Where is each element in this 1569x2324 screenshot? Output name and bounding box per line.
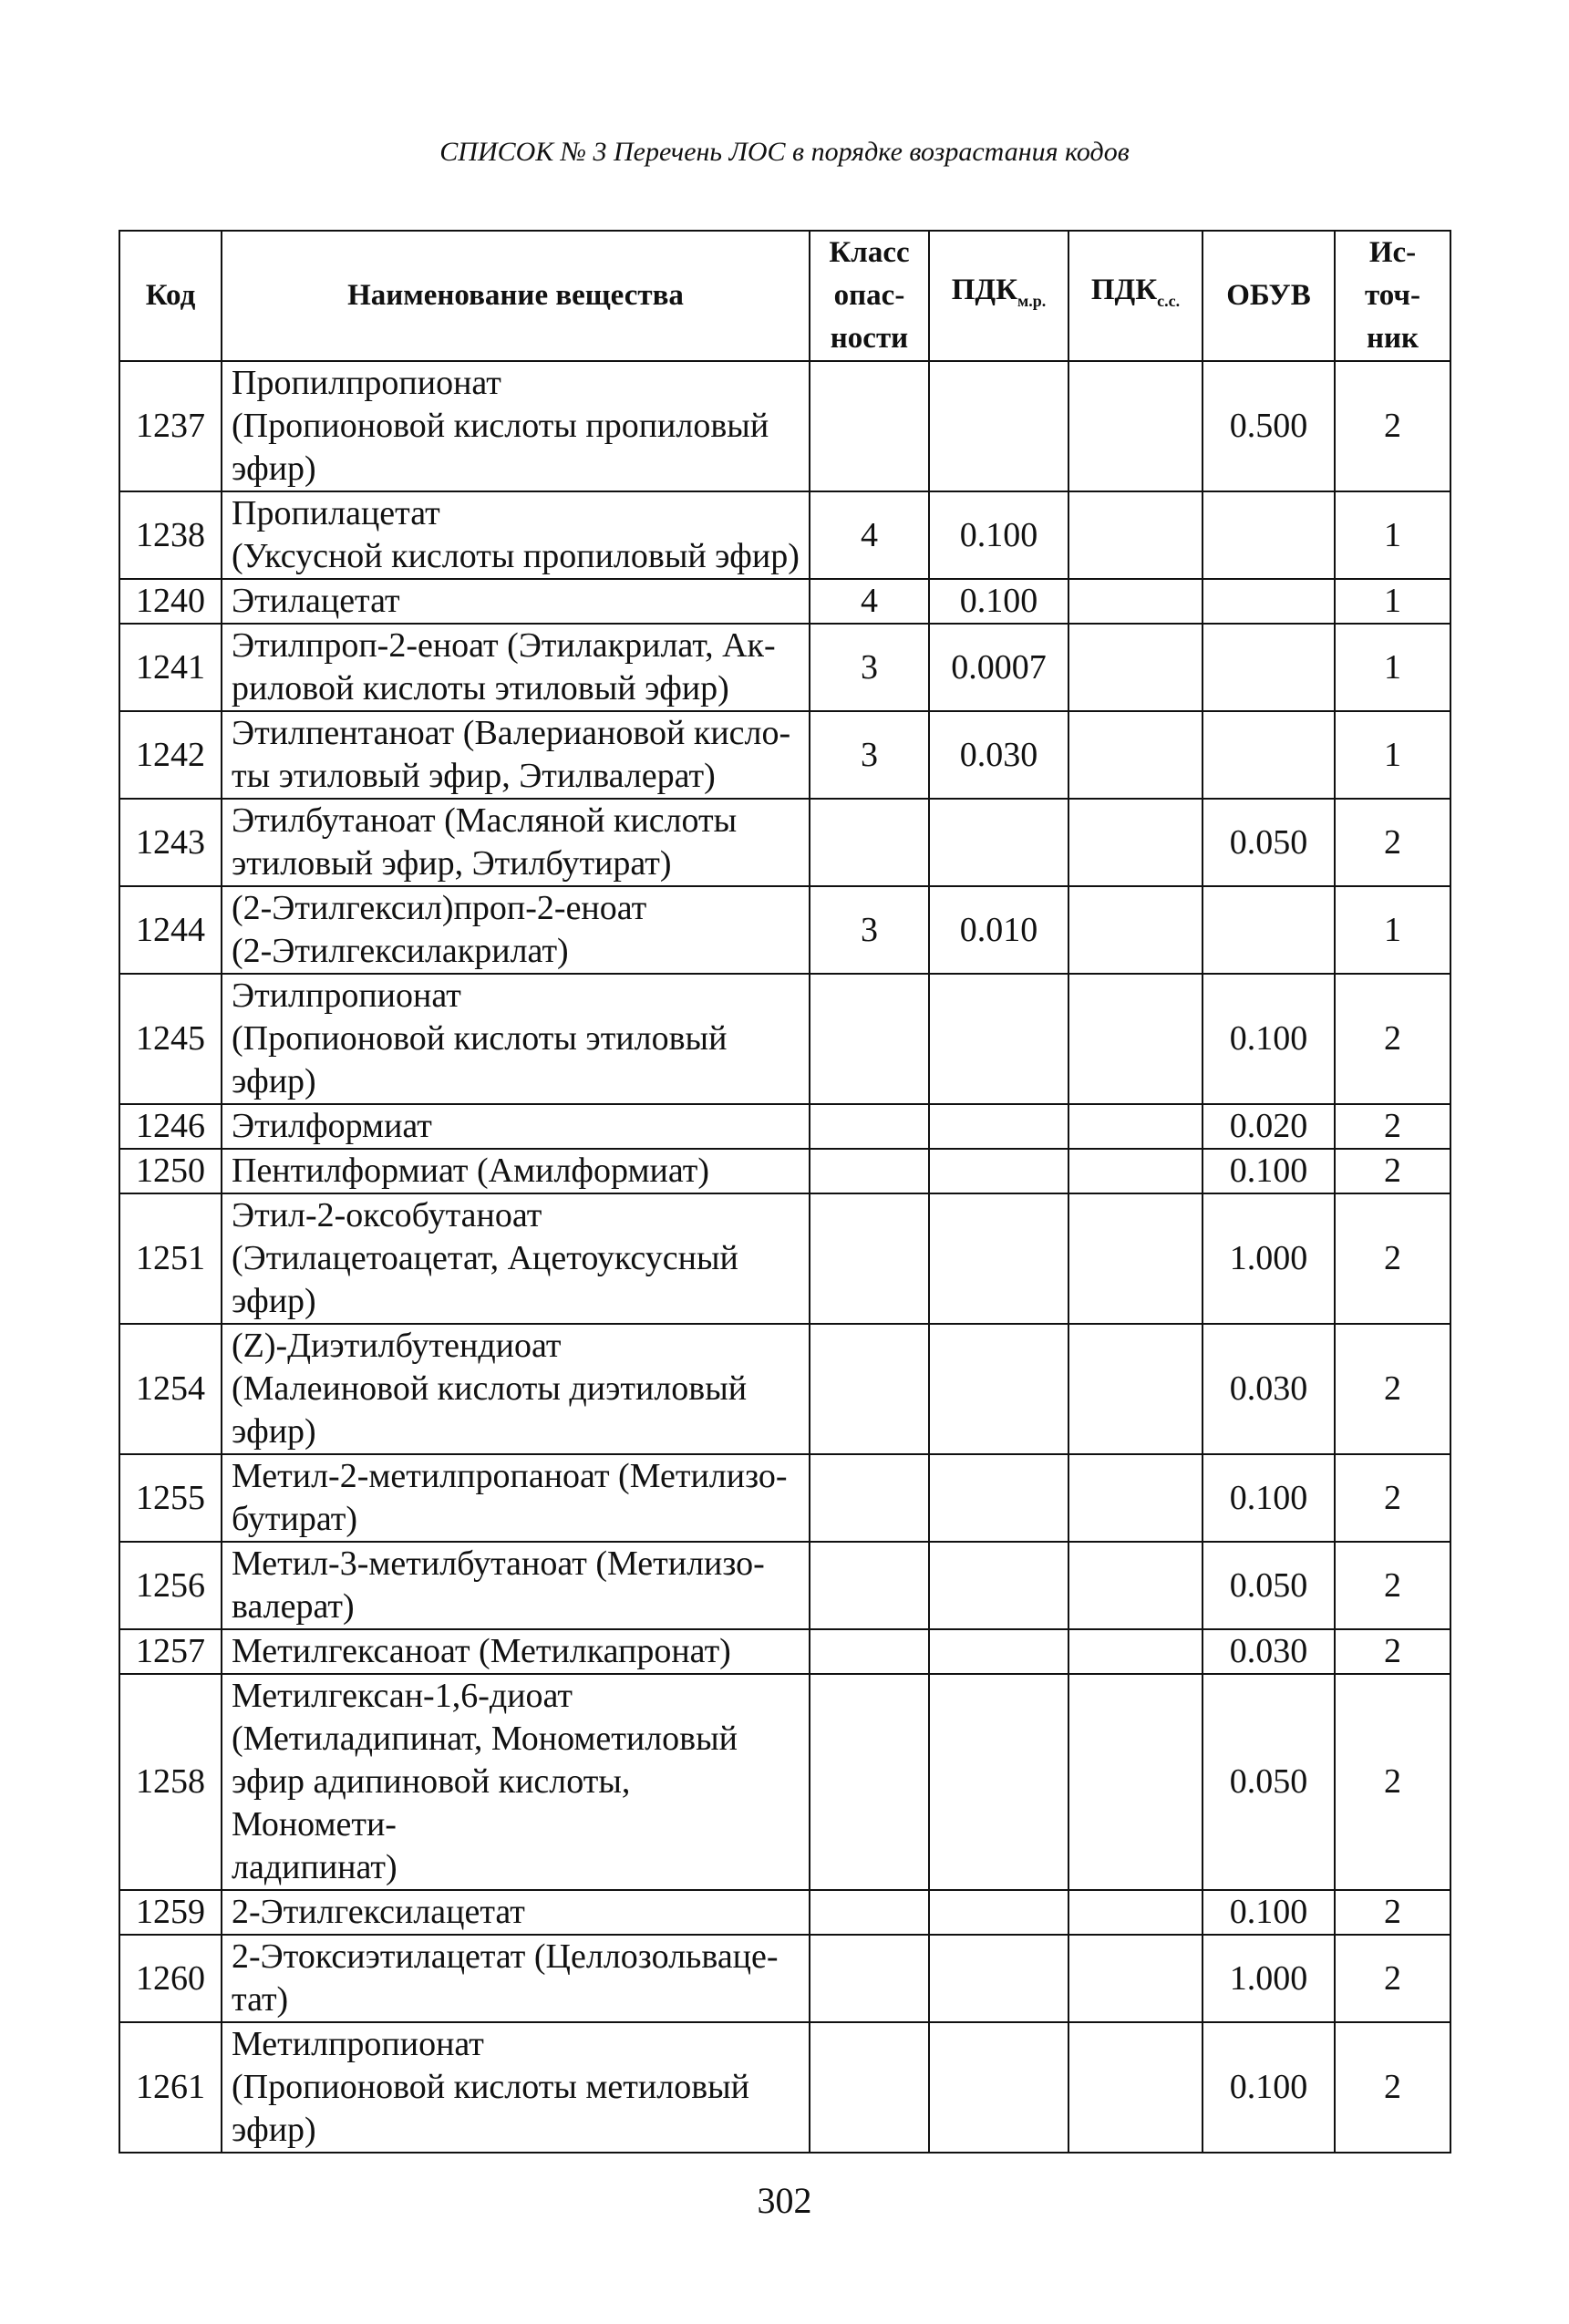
header-pdk-mr-sub: м.р. (1017, 292, 1047, 310)
pdk-ss-cell (1068, 974, 1203, 1104)
obuv-cell (1203, 624, 1335, 711)
obuv-cell: 0.050 (1203, 799, 1335, 886)
code-cell: 1244 (119, 886, 222, 974)
substance-name-cell (222, 624, 810, 711)
table-row (119, 1890, 1450, 1935)
source-cell: 2 (1335, 1324, 1450, 1454)
substance-table (119, 230, 1451, 2154)
pdk-ss-cell (1068, 1629, 1203, 1674)
code-cell: 1237 (119, 361, 222, 491)
code-cell: 1259 (119, 1890, 222, 1935)
header-source (1335, 231, 1450, 361)
substance-name-line: валерат) (232, 1587, 355, 1626)
source-cell: 2 (1335, 974, 1450, 1104)
header-class-line: Класс (829, 236, 910, 269)
substance-name-line: эфир адипиновой кислоты, Мономети- (232, 1762, 631, 1844)
source-cell: 2 (1335, 1104, 1450, 1149)
substance-name-line: (Этилацетоацетат, Ацетоуксусный (232, 1239, 738, 1277)
substance-name-line: (2-Этилгексилакрилат) (232, 932, 569, 970)
code-cell: 1250 (119, 1149, 222, 1193)
substance-name-line: тат) (232, 1980, 289, 2019)
pdk-mr-cell (929, 2022, 1068, 2153)
substance-name-line: Этилформиат (232, 1107, 432, 1145)
obuv-cell: 0.100 (1203, 1149, 1335, 1193)
source-cell: 2 (1335, 1149, 1450, 1193)
table-row (119, 886, 1450, 974)
substance-name-cell (222, 491, 810, 579)
page-title: СПИСОК № 3 Перечень ЛОС в порядке возрастания кодов (439, 137, 1130, 167)
page-number: 302 (757, 2180, 812, 2221)
obuv-cell: 0.500 (1203, 361, 1335, 491)
code-cell: 1242 (119, 711, 222, 799)
pdk-ss-cell (1068, 1454, 1203, 1542)
substance-name-line: (Пропионовой кислоты этиловый (232, 1019, 728, 1058)
obuv-cell: 0.050 (1203, 1542, 1335, 1629)
substance-name-line: Этилбутаноат (Масляной кислоты (232, 801, 738, 840)
obuv-cell: 0.030 (1203, 1324, 1335, 1454)
pdk-mr-cell: 0.010 (929, 886, 1068, 974)
pdk-mr-cell (929, 361, 1068, 491)
hazard-class-cell (810, 361, 929, 491)
pdk-mr-cell (929, 1193, 1068, 1324)
obuv-cell: 0.100 (1203, 1454, 1335, 1542)
table-row (119, 1324, 1450, 1454)
table-row (119, 1104, 1450, 1149)
header-source-line: точ- (1364, 279, 1421, 312)
obuv-cell: 1.000 (1203, 1193, 1335, 1324)
hazard-class-cell (810, 2022, 929, 2153)
pdk-mr-cell (929, 1935, 1068, 2022)
header-source-line: ник (1366, 322, 1419, 355)
substance-name-cell (222, 1149, 810, 1193)
hazard-class-cell: 4 (810, 491, 929, 579)
code-cell: 1251 (119, 1193, 222, 1324)
code-cell: 1246 (119, 1104, 222, 1149)
header-pdk-ss (1068, 231, 1203, 361)
obuv-cell: 0.020 (1203, 1104, 1335, 1149)
substance-name-line: этиловый эфир, Этилбутират) (232, 844, 672, 883)
source-cell: 1 (1335, 491, 1450, 579)
substance-name-cell (222, 361, 810, 491)
hazard-class-cell (810, 799, 929, 886)
substance-name-line: Этилацетат (232, 582, 400, 620)
substance-name-line: эфир) (232, 449, 316, 488)
source-cell: 1 (1335, 711, 1450, 799)
hazard-class-cell (810, 1454, 929, 1542)
substance-name-line: бутират) (232, 1500, 357, 1538)
substance-name-line: Пропилпропионат (232, 364, 501, 402)
pdk-mr-cell (929, 1674, 1068, 1890)
hazard-class-cell: 3 (810, 711, 929, 799)
pdk-ss-cell (1068, 1674, 1203, 1890)
source-cell: 2 (1335, 799, 1450, 886)
hazard-class-cell (810, 1324, 929, 1454)
header-pdk-mr (929, 231, 1068, 361)
table-row (119, 799, 1450, 886)
substance-name-cell (222, 1104, 810, 1149)
pdk-ss-cell (1068, 624, 1203, 711)
substance-name-cell (222, 1890, 810, 1935)
substance-name-cell (222, 1324, 810, 1454)
pdk-mr-cell (929, 974, 1068, 1104)
pdk-mr-cell (929, 1629, 1068, 1674)
source-cell: 2 (1335, 1629, 1450, 1674)
hazard-class-cell: 3 (810, 624, 929, 711)
substance-name-line: (Малеиновой кислоты диэтиловый (232, 1369, 748, 1408)
obuv-cell (1203, 579, 1335, 624)
hazard-class-cell (810, 1629, 929, 1674)
substance-name-line: (Пропионовой кислоты пропиловый (232, 407, 769, 445)
hazard-class-cell (810, 1149, 929, 1193)
code-cell: 1255 (119, 1454, 222, 1542)
table-row (119, 579, 1450, 624)
pdk-ss-cell (1068, 1149, 1203, 1193)
hazard-class-cell (810, 1674, 929, 1890)
substance-name-line: Пентилформиат (Амилформиат) (232, 1152, 709, 1190)
substance-name-line: эфир) (232, 1282, 316, 1320)
header-pdk-ss-main: ПДК (1090, 274, 1158, 306)
header-source-line: Ис- (1368, 236, 1417, 269)
pdk-ss-cell (1068, 579, 1203, 624)
pdk-ss-cell (1068, 711, 1203, 799)
substance-name-cell (222, 1674, 810, 1890)
substance-name-cell (222, 1935, 810, 2022)
pdk-ss-cell (1068, 886, 1203, 974)
substance-name-line: Этилпроп-2-еноат (Этилакрилат, Ак- (232, 626, 776, 665)
source-cell: 2 (1335, 1674, 1450, 1890)
code-cell: 1258 (119, 1674, 222, 1890)
substance-name-line: Метил-3-метилбутаноат (Метилизо- (232, 1544, 765, 1583)
header-class-line: опас- (833, 279, 905, 312)
hazard-class-cell (810, 1542, 929, 1629)
substance-name-cell (222, 2022, 810, 2153)
code-cell: 1245 (119, 974, 222, 1104)
source-cell: 1 (1335, 886, 1450, 974)
pdk-mr-cell (929, 1542, 1068, 1629)
header-pdk-mr-main: ПДК (951, 274, 1018, 306)
code-cell: 1241 (119, 624, 222, 711)
table-row (119, 1542, 1450, 1629)
substance-name-line: 2-Этилгексилацетат (232, 1893, 525, 1931)
hazard-class-cell (810, 1104, 929, 1149)
table-row (119, 1935, 1450, 2022)
pdk-ss-cell (1068, 361, 1203, 491)
substance-name-line: Пропилацетат (232, 494, 440, 532)
table-body (119, 361, 1450, 2153)
substance-name-cell (222, 1542, 810, 1629)
pdk-mr-cell (929, 1890, 1068, 1935)
header-obuv: ОБУВ (1203, 231, 1335, 361)
source-cell: 2 (1335, 1193, 1450, 1324)
pdk-mr-cell (929, 1324, 1068, 1454)
hazard-class-cell (810, 1193, 929, 1324)
header-name: Наименование вещества (222, 231, 810, 361)
substance-name-line: ладипинат) (232, 1848, 397, 1886)
source-cell: 2 (1335, 2022, 1450, 2153)
obuv-cell: 0.100 (1203, 1890, 1335, 1935)
pdk-ss-cell (1068, 1193, 1203, 1324)
substance-name-line: эфир) (232, 1412, 316, 1451)
pdk-mr-cell (929, 1454, 1068, 1542)
obuv-cell (1203, 491, 1335, 579)
hazard-class-cell (810, 974, 929, 1104)
table-row (119, 974, 1450, 1104)
pdk-ss-cell (1068, 1104, 1203, 1149)
substance-name-line: эфир) (232, 2111, 316, 2149)
substance-name-line: (2-Этилгексил)проп-2-еноат (232, 889, 647, 927)
substance-name-line: (Метиладипинат, Монометиловый (232, 1720, 738, 1758)
source-cell: 1 (1335, 579, 1450, 624)
source-cell: 2 (1335, 361, 1450, 491)
pdk-mr-cell: 0.100 (929, 579, 1068, 624)
obuv-cell: 0.030 (1203, 1629, 1335, 1674)
pdk-mr-cell: 0.100 (929, 491, 1068, 579)
substance-name-cell (222, 886, 810, 974)
code-cell: 1240 (119, 579, 222, 624)
code-cell: 1243 (119, 799, 222, 886)
pdk-ss-cell (1068, 1324, 1203, 1454)
table-row (119, 1149, 1450, 1193)
code-cell: 1257 (119, 1629, 222, 1674)
pdk-mr-cell (929, 1104, 1068, 1149)
hazard-class-cell: 3 (810, 886, 929, 974)
substance-name-line: (Уксусной кислоты пропиловый эфир) (232, 537, 800, 575)
substance-name-line: Этилпропионат (232, 976, 461, 1015)
table-row (119, 624, 1450, 711)
substance-name-line: риловой кислоты этиловый эфир) (232, 669, 729, 708)
code-cell: 1238 (119, 491, 222, 579)
table-row (119, 1454, 1450, 1542)
pdk-ss-cell (1068, 1890, 1203, 1935)
substance-name-cell (222, 974, 810, 1104)
obuv-cell (1203, 711, 1335, 799)
pdk-mr-cell: 0.0007 (929, 624, 1068, 711)
table-row (119, 2022, 1450, 2153)
table-row (119, 1629, 1450, 1674)
substance-name-line: Метил-2-метилпропаноат (Метилизо- (232, 1457, 788, 1495)
table-row (119, 361, 1450, 491)
hazard-class-cell (810, 1890, 929, 1935)
source-cell: 2 (1335, 1935, 1450, 2022)
substance-name-cell (222, 799, 810, 886)
substance-name-line: ты этиловый эфир, Этилвалерат) (232, 757, 716, 795)
substance-name-line: Этил-2-оксобутаноат (232, 1196, 542, 1234)
substance-name-cell (222, 1454, 810, 1542)
obuv-cell: 0.050 (1203, 1674, 1335, 1890)
source-cell: 1 (1335, 624, 1450, 711)
source-cell: 2 (1335, 1542, 1450, 1629)
substance-name-cell (222, 579, 810, 624)
substance-name-line: (Z)-Диэтилбутендиоат (232, 1327, 562, 1365)
header-class (810, 231, 929, 361)
pdk-ss-cell (1068, 2022, 1203, 2153)
pdk-ss-cell (1068, 1542, 1203, 1629)
pdk-mr-cell: 0.030 (929, 711, 1068, 799)
code-cell: 1254 (119, 1324, 222, 1454)
hazard-class-cell (810, 1935, 929, 2022)
code-cell: 1261 (119, 2022, 222, 2153)
obuv-cell (1203, 886, 1335, 974)
pdk-mr-cell (929, 1149, 1068, 1193)
substance-name-line: Метилпропионат (232, 2025, 484, 2063)
substance-name-line: Этилпентаноат (Валериановой кисло- (232, 714, 791, 752)
table-header-row (119, 231, 1450, 361)
obuv-cell: 1.000 (1203, 1935, 1335, 2022)
code-cell: 1260 (119, 1935, 222, 2022)
substance-name-cell (222, 711, 810, 799)
substance-name-line: 2-Этоксиэтилацетат (Целлозольваце- (232, 1937, 779, 1976)
pdk-ss-cell (1068, 1935, 1203, 2022)
substance-name-line: Метилгексан-1,6-диоат (232, 1677, 573, 1715)
header-pdk-ss-sub: с.с. (1157, 292, 1181, 310)
obuv-cell: 0.100 (1203, 974, 1335, 1104)
header-code: Код (119, 231, 222, 361)
substance-name-line: (Пропионовой кислоты метиловый (232, 2068, 750, 2106)
code-cell: 1256 (119, 1542, 222, 1629)
substance-name-cell (222, 1193, 810, 1324)
source-cell: 2 (1335, 1454, 1450, 1542)
table-row (119, 1674, 1450, 1890)
pdk-ss-cell (1068, 799, 1203, 886)
table-row (119, 491, 1450, 579)
substance-name-line: Метилгексаноат (Метилкапронат) (232, 1632, 731, 1670)
table-row (119, 1193, 1450, 1324)
substance-name-cell (222, 1629, 810, 1674)
pdk-mr-cell (929, 799, 1068, 886)
obuv-cell: 0.100 (1203, 2022, 1335, 2153)
source-cell: 2 (1335, 1890, 1450, 1935)
pdk-ss-cell (1068, 491, 1203, 579)
hazard-class-cell: 4 (810, 579, 929, 624)
table-row (119, 711, 1450, 799)
header-class-line: ности (830, 322, 909, 355)
substance-name-line: эфир) (232, 1062, 316, 1100)
